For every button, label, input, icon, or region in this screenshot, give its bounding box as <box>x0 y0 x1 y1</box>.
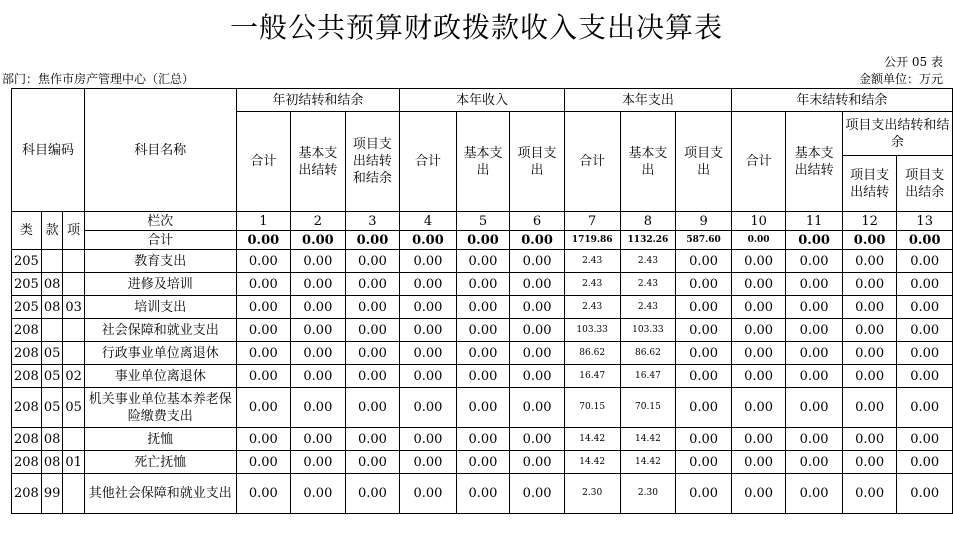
amount-cell: 2.43 <box>564 296 620 319</box>
amount-cell: 2.43 <box>620 273 676 296</box>
amount-cell: 0.00 <box>236 428 291 451</box>
amount-cell: 0.00 <box>897 365 953 388</box>
amount-cell: 0.00 <box>676 428 732 451</box>
amount-cell: 0.00 <box>456 451 510 474</box>
header-group-expense: 本年支出 <box>564 89 731 112</box>
amount-cell: 2.43 <box>564 273 620 296</box>
amount-cell: 0.00 <box>236 319 291 342</box>
table-row <box>12 451 953 474</box>
code-lei: 205 <box>12 250 42 273</box>
amount-cell: 0.00 <box>456 273 510 296</box>
amount-cell: 0.00 <box>345 319 400 342</box>
column-number: 5 <box>456 212 510 231</box>
column-number: 9 <box>676 212 732 231</box>
code-kuan: 08 <box>41 273 63 296</box>
amount-cell: 2.43 <box>620 250 676 273</box>
amount-cell: 0.00 <box>291 474 346 514</box>
code-xiang: 01 <box>63 451 85 474</box>
amount-cell: 0.00 <box>291 342 346 365</box>
total-value: 0.00 <box>291 231 346 250</box>
amount-cell: 0.00 <box>236 451 291 474</box>
amount-cell: 0.00 <box>510 342 565 365</box>
amount-cell: 0.00 <box>456 474 510 514</box>
amount-cell: 0.00 <box>842 319 897 342</box>
code-xiang <box>63 319 85 342</box>
amount-cell: 0.00 <box>456 428 510 451</box>
amount-cell: 0.00 <box>786 319 843 342</box>
amount-cell: 0.00 <box>786 388 843 428</box>
total-value: 0.00 <box>786 231 843 250</box>
amount-cell: 0.00 <box>345 428 400 451</box>
amount-cell: 86.62 <box>564 342 620 365</box>
column-number: 6 <box>510 212 565 231</box>
amount-cell: 2.43 <box>620 296 676 319</box>
header-col-11: 基本支出结转 <box>786 112 843 212</box>
amount-cell: 0.00 <box>291 365 346 388</box>
amount-cell: 14.42 <box>620 428 676 451</box>
code-lei: 208 <box>12 388 42 428</box>
code-lei: 208 <box>12 474 42 514</box>
code-kuan: 05 <box>41 388 63 428</box>
code-xiang: 05 <box>63 388 85 428</box>
code-lei: 205 <box>12 296 42 319</box>
amount-cell: 103.33 <box>620 319 676 342</box>
column-number: 10 <box>731 212 785 231</box>
amount-cell: 0.00 <box>897 428 953 451</box>
amount-cell: 0.00 <box>456 365 510 388</box>
total-value: 0.00 <box>510 231 565 250</box>
header-col-12: 项目支出结转 <box>842 156 897 212</box>
amount-cell: 0.00 <box>291 451 346 474</box>
code-lei: 208 <box>12 342 42 365</box>
column-number: 1 <box>236 212 291 231</box>
amount-cell: 0.00 <box>456 250 510 273</box>
amount-cell: 0.00 <box>676 250 732 273</box>
amount-cell: 0.00 <box>731 273 785 296</box>
amount-cell: 103.33 <box>564 319 620 342</box>
amount-cell: 0.00 <box>345 451 400 474</box>
amount-cell: 0.00 <box>676 273 732 296</box>
table-row <box>12 365 953 388</box>
amount-cell: 0.00 <box>731 342 785 365</box>
amount-cell: 70.15 <box>620 388 676 428</box>
amount-cell: 0.00 <box>510 296 565 319</box>
table-row <box>12 388 953 428</box>
subject-name: 社会保障和就业支出 <box>84 319 236 342</box>
table-row <box>12 273 953 296</box>
amount-cell: 0.00 <box>400 296 457 319</box>
amount-cell: 0.00 <box>897 250 953 273</box>
code-lei: 208 <box>12 319 42 342</box>
column-number: 3 <box>345 212 400 231</box>
amount-cell: 0.00 <box>786 273 843 296</box>
amount-cell: 0.00 <box>731 474 785 514</box>
amount-cell: 2.43 <box>564 250 620 273</box>
table-row <box>12 342 953 365</box>
amount-cell: 0.00 <box>510 319 565 342</box>
amount-cell: 0.00 <box>510 250 565 273</box>
amount-cell: 0.00 <box>291 388 346 428</box>
total-value: 0.00 <box>400 231 457 250</box>
amount-cell: 0.00 <box>842 250 897 273</box>
subject-name: 行政事业单位离退休 <box>84 342 236 365</box>
amount-cell: 0.00 <box>786 250 843 273</box>
header-group-closing: 年末结转和结余 <box>731 89 952 112</box>
code-kuan: 99 <box>41 474 63 514</box>
code-kuan: 08 <box>41 428 63 451</box>
amount-cell: 86.62 <box>620 342 676 365</box>
code-kuan <box>41 250 63 273</box>
header-col-13: 项目支出结余 <box>897 156 953 212</box>
amount-cell: 0.00 <box>897 474 953 514</box>
header-code: 科目编码 <box>12 89 85 212</box>
amount-cell: 0.00 <box>400 451 457 474</box>
total-value: 1132.26 <box>620 231 676 250</box>
amount-cell: 0.00 <box>291 319 346 342</box>
amount-cell: 0.00 <box>236 474 291 514</box>
table-row <box>12 474 953 514</box>
subject-name: 培训支出 <box>84 296 236 319</box>
amount-cell: 0.00 <box>842 342 897 365</box>
total-value: 587.60 <box>676 231 732 250</box>
subject-name: 教育支出 <box>84 250 236 273</box>
code-xiang <box>63 428 85 451</box>
amount-cell: 14.42 <box>620 451 676 474</box>
code-lei: 208 <box>12 365 42 388</box>
header-name: 科目名称 <box>84 89 236 212</box>
amount-cell: 0.00 <box>842 474 897 514</box>
column-number: 13 <box>897 212 953 231</box>
amount-cell: 2.30 <box>620 474 676 514</box>
amount-cell: 0.00 <box>291 428 346 451</box>
amount-cell: 70.15 <box>564 388 620 428</box>
code-kuan: 05 <box>41 342 63 365</box>
budget-table <box>11 88 953 514</box>
amount-cell: 0.00 <box>400 342 457 365</box>
amount-cell: 0.00 <box>400 365 457 388</box>
subject-name: 其他社会保障和就业支出 <box>84 474 236 514</box>
amount-cell: 0.00 <box>676 388 732 428</box>
amount-cell: 0.00 <box>236 250 291 273</box>
code-xiang <box>63 250 85 273</box>
header-col-7: 合计 <box>564 112 620 212</box>
amount-cell: 0.00 <box>731 451 785 474</box>
amount-cell: 0.00 <box>510 451 565 474</box>
amount-cell: 0.00 <box>456 342 510 365</box>
amount-cell: 16.47 <box>620 365 676 388</box>
amount-cell: 0.00 <box>676 451 732 474</box>
code-lei: 208 <box>12 428 42 451</box>
column-number: 7 <box>564 212 620 231</box>
amount-cell: 0.00 <box>731 428 785 451</box>
code-xiang <box>63 273 85 296</box>
amount-cell: 0.00 <box>510 428 565 451</box>
column-number: 11 <box>786 212 843 231</box>
header-col-8: 基本支出 <box>620 112 676 212</box>
amount-cell: 0.00 <box>236 388 291 428</box>
amount-cell: 0.00 <box>236 365 291 388</box>
department-label: 部门：焦作市房产管理中心（汇总） <box>2 72 195 86</box>
form-number: 公开 05 表 <box>884 55 943 69</box>
total-value: 0.00 <box>345 231 400 250</box>
amount-cell: 0.00 <box>842 451 897 474</box>
code-xiang <box>63 342 85 365</box>
amount-cell: 0.00 <box>676 342 732 365</box>
total-value: 1719.86 <box>564 231 620 250</box>
amount-cell: 0.00 <box>456 319 510 342</box>
amount-cell: 0.00 <box>456 388 510 428</box>
code-kuan: 08 <box>41 451 63 474</box>
amount-cell: 0.00 <box>897 319 953 342</box>
column-number: 8 <box>620 212 676 231</box>
unit-label: 金额单位：万元 <box>858 72 943 86</box>
header-lei: 类 <box>12 212 42 250</box>
amount-cell: 0.00 <box>897 342 953 365</box>
amount-cell: 16.47 <box>564 365 620 388</box>
code-kuan <box>41 319 63 342</box>
header-col-5: 基本支出 <box>456 112 510 212</box>
amount-cell: 0.00 <box>345 250 400 273</box>
total-value: 0.00 <box>236 231 291 250</box>
header-group-opening: 年初结转和结余 <box>236 89 400 112</box>
amount-cell: 0.00 <box>786 296 843 319</box>
amount-cell: 0.00 <box>842 388 897 428</box>
amount-cell: 0.00 <box>842 296 897 319</box>
amount-cell: 0.00 <box>510 273 565 296</box>
header-group-project-closing: 项目支出结转和结余 <box>842 112 952 156</box>
amount-cell: 0.00 <box>400 273 457 296</box>
amount-cell: 0.00 <box>400 319 457 342</box>
header-kuan: 款 <box>41 212 63 250</box>
header-col-9: 项目支出 <box>676 112 732 212</box>
header-col-6: 项目支出 <box>510 112 565 212</box>
code-xiang <box>63 474 85 514</box>
table-row <box>12 428 953 451</box>
header-col-3: 项目支出结转和结余 <box>345 112 400 212</box>
page-title: 一般公共预算财政拨款收入支出决算表 <box>229 11 723 44</box>
code-xiang: 02 <box>63 365 85 388</box>
column-number: 4 <box>400 212 457 231</box>
amount-cell: 0.00 <box>731 388 785 428</box>
total-value: 0.00 <box>897 231 953 250</box>
amount-cell: 0.00 <box>897 451 953 474</box>
code-lei: 208 <box>12 451 42 474</box>
amount-cell: 0.00 <box>291 250 346 273</box>
table-row <box>12 319 953 342</box>
column-number: 2 <box>291 212 346 231</box>
subject-name: 事业单位离退休 <box>84 365 236 388</box>
amount-cell: 0.00 <box>236 296 291 319</box>
total-value: 0.00 <box>842 231 897 250</box>
code-kuan: 08 <box>41 296 63 319</box>
amount-cell: 0.00 <box>786 474 843 514</box>
amount-cell: 0.00 <box>676 474 732 514</box>
header-col-1: 合计 <box>236 112 291 212</box>
amount-cell: 0.00 <box>236 273 291 296</box>
amount-cell: 0.00 <box>345 296 400 319</box>
code-kuan: 05 <box>41 365 63 388</box>
header-col-10: 合计 <box>731 112 785 212</box>
table-row <box>12 296 953 319</box>
total-value: 0.00 <box>456 231 510 250</box>
amount-cell: 0.00 <box>400 250 457 273</box>
amount-cell: 0.00 <box>731 319 785 342</box>
header-xiang: 项 <box>63 212 85 250</box>
amount-cell: 0.00 <box>400 428 457 451</box>
amount-cell: 0.00 <box>842 273 897 296</box>
amount-cell: 0.00 <box>786 428 843 451</box>
header-group-income: 本年收入 <box>400 89 565 112</box>
amount-cell: 0.00 <box>897 273 953 296</box>
table-row <box>12 250 953 273</box>
amount-cell: 14.42 <box>564 451 620 474</box>
amount-cell: 0.00 <box>345 388 400 428</box>
amount-cell: 0.00 <box>400 388 457 428</box>
amount-cell: 0.00 <box>786 342 843 365</box>
amount-cell: 0.00 <box>345 273 400 296</box>
lanci-label: 栏次 <box>84 212 236 231</box>
amount-cell: 0.00 <box>345 342 400 365</box>
amount-cell: 0.00 <box>676 365 732 388</box>
amount-cell: 0.00 <box>731 296 785 319</box>
amount-cell: 0.00 <box>897 296 953 319</box>
amount-cell: 0.00 <box>731 250 785 273</box>
amount-cell: 0.00 <box>345 474 400 514</box>
code-lei: 205 <box>12 273 42 296</box>
amount-cell: 0.00 <box>842 428 897 451</box>
subject-name: 进修及培训 <box>84 273 236 296</box>
amount-cell: 0.00 <box>510 365 565 388</box>
header-col-2: 基本支出结转 <box>291 112 346 212</box>
amount-cell: 14.42 <box>564 428 620 451</box>
amount-cell: 0.00 <box>510 388 565 428</box>
amount-cell: 0.00 <box>291 273 346 296</box>
amount-cell: 0.00 <box>786 365 843 388</box>
total-value: 0.00 <box>731 231 785 250</box>
subject-name: 抚恤 <box>84 428 236 451</box>
header-col-4: 合计 <box>400 112 457 212</box>
amount-cell: 0.00 <box>731 365 785 388</box>
amount-cell: 0.00 <box>786 451 843 474</box>
amount-cell: 0.00 <box>897 388 953 428</box>
total-label: 合计 <box>84 231 236 250</box>
subject-name: 死亡抚恤 <box>84 451 236 474</box>
amount-cell: 0.00 <box>842 365 897 388</box>
amount-cell: 0.00 <box>676 319 732 342</box>
amount-cell: 0.00 <box>676 296 732 319</box>
amount-cell: 0.00 <box>456 296 510 319</box>
subject-name: 机关事业单位基本养老保险缴费支出 <box>84 388 236 428</box>
amount-cell: 0.00 <box>236 342 291 365</box>
column-number: 12 <box>842 212 897 231</box>
amount-cell: 0.00 <box>345 365 400 388</box>
code-xiang: 03 <box>63 296 85 319</box>
amount-cell: 0.00 <box>400 474 457 514</box>
amount-cell: 2.30 <box>564 474 620 514</box>
amount-cell: 0.00 <box>510 474 565 514</box>
amount-cell: 0.00 <box>291 296 346 319</box>
